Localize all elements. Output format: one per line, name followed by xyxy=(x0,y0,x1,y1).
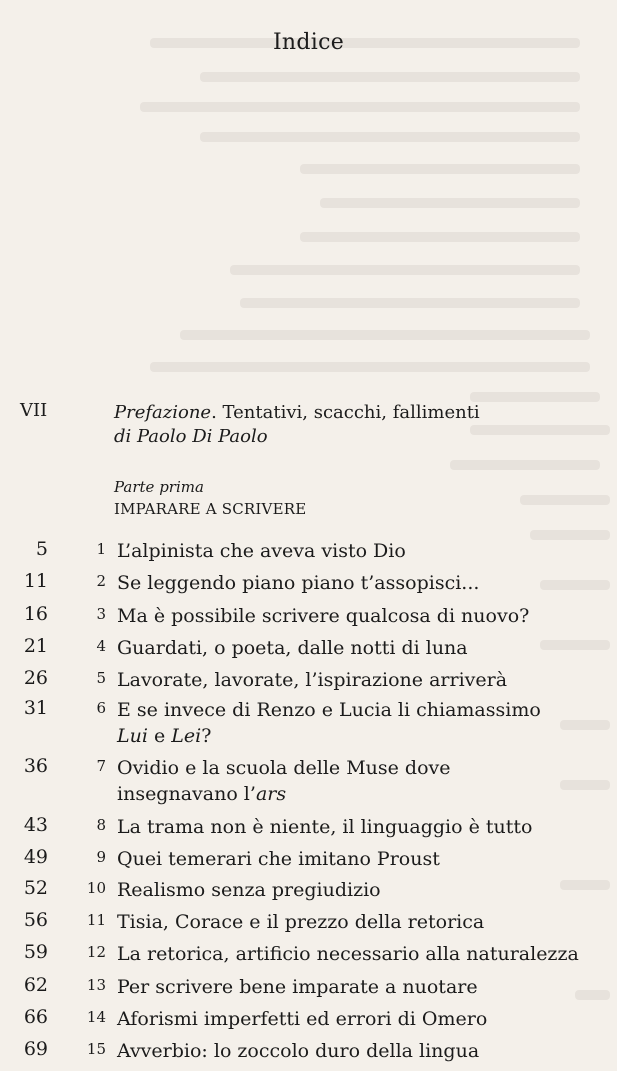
entry-number: 7 xyxy=(96,757,106,775)
entry-page: 21 xyxy=(23,635,48,657)
part-label: Parte prima xyxy=(114,478,204,496)
entry-title: Tisia, Corace e il prezzo della retorica xyxy=(117,911,485,933)
entry-title xyxy=(117,697,597,749)
entry-title: Avverbio: lo zoccolo duro della lingua xyxy=(117,1040,480,1062)
entry-title: La retorica, artificio necessario alla naturalezza xyxy=(117,943,579,965)
entry-title: Guardati, o poeta, dalle notti di luna xyxy=(117,637,468,659)
entry-number: 3 xyxy=(96,605,106,623)
entry-title: Aforismi imperfetti ed errori di Omero xyxy=(117,1008,488,1030)
entry-title: Ma è possibile scrivere qualcosa di nuovo? xyxy=(117,605,530,627)
entry-title: Se leggendo piano piano t’assopisci... xyxy=(117,572,480,594)
entry-number: 15 xyxy=(86,1040,106,1058)
entry-title-line1: E se invece di Renzo e Lucia li chiamassimo xyxy=(117,699,541,721)
page-title: Indice xyxy=(272,30,345,55)
entry-page: 59 xyxy=(23,941,48,963)
preface-title-rest: . Tentativi, scacchi, fallimenti xyxy=(211,402,480,423)
preface-title-italic: Prefazione xyxy=(114,402,212,423)
entry-page: 66 xyxy=(23,1006,48,1028)
entry-page: 43 xyxy=(23,814,48,836)
entry-number: 11 xyxy=(86,911,106,929)
entry-title: Realismo senza pregiudizio xyxy=(117,879,381,901)
preface-author: di Paolo Di Paolo xyxy=(114,426,268,447)
entry-number: 8 xyxy=(96,816,106,834)
entry-title xyxy=(117,755,597,807)
entry-number: 10 xyxy=(86,879,106,897)
preface-title xyxy=(114,400,480,426)
preface-page-number: VII xyxy=(20,400,48,421)
entry-number: 14 xyxy=(86,1008,106,1026)
part-title: IMPARARE A SCRIVERE xyxy=(114,500,307,518)
entry-page: 49 xyxy=(23,846,48,868)
entry-page: 16 xyxy=(23,603,48,625)
entry-number: 12 xyxy=(86,943,106,961)
entry-page: 52 xyxy=(23,877,48,899)
entry-title: La trama non è niente, il linguaggio è tutto xyxy=(117,816,533,838)
entry-number: 4 xyxy=(96,637,106,655)
entry-page: 26 xyxy=(23,667,48,689)
entry-number: 6 xyxy=(96,699,106,717)
entry-page: 36 xyxy=(23,755,48,777)
entry-page: 56 xyxy=(23,909,48,931)
entry-page: 5 xyxy=(35,538,48,560)
entry-title: Lavorate, lavorate, l’ispirazione arriverà xyxy=(117,669,508,691)
entry-title-part: insegnavano l’ xyxy=(117,783,256,805)
entry-title-italic: ars xyxy=(255,783,287,805)
entry-title-line1: Ovidio e la scuola delle Muse dove xyxy=(117,757,451,779)
entry-page: 62 xyxy=(23,974,48,996)
entry-title-italic: Lui xyxy=(117,725,148,747)
entry-title-part: e xyxy=(147,725,172,747)
entry-title: Quei temerari che imitano Proust xyxy=(117,848,440,870)
entry-page: 31 xyxy=(23,697,48,719)
entry-number: 5 xyxy=(96,669,106,687)
entry-page: 11 xyxy=(23,570,48,592)
entry-number: 2 xyxy=(96,572,106,590)
entry-number: 9 xyxy=(96,848,106,866)
entry-title-italic: Lei xyxy=(171,725,202,747)
entry-number: 13 xyxy=(86,976,106,994)
entry-number: 1 xyxy=(96,540,106,558)
entry-title: L’alpinista che aveva visto Dio xyxy=(117,540,406,562)
entry-title-part: ? xyxy=(201,725,212,747)
entry-page: 69 xyxy=(23,1038,48,1060)
entry-title: Per scrivere bene imparate a nuotare xyxy=(117,976,478,998)
